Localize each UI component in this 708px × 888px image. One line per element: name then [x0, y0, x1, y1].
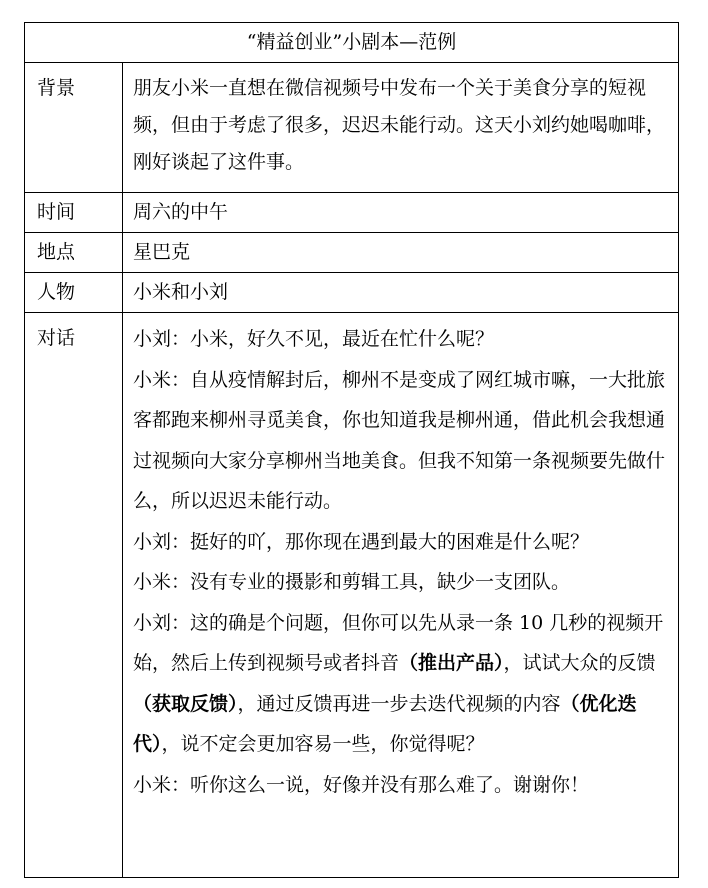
place-label: 地点 [25, 233, 123, 273]
background-label: 背景 [25, 63, 123, 193]
dialogue-line-1: 小刘：小米，好久不见，最近在忙什么呢？ [133, 328, 495, 350]
place-text: 星巴克 [123, 233, 679, 273]
dialogue-content [123, 313, 679, 878]
people-label: 人物 [25, 273, 123, 313]
background-row [25, 63, 679, 193]
title-row [25, 23, 679, 63]
line5-part4: ，说不定会更加容易一些，你觉得呢？ [161, 733, 485, 755]
time-row [25, 193, 679, 233]
dialogue-line-2: 小米：自从疫情解封后，柳州不是变成了网红城市嘛，一大批旅客都跑来柳州寻觅美食，你也知道我是柳州通，借此机会我想通过视频向大家分享柳州当地美食。但我不知第一条视频要先做什么，所以迟迟未能行动。 [133, 368, 666, 512]
line5-part3: ，通过反馈再进一步去迭代视频的内容 [237, 692, 561, 715]
line5-part1: 小刘：这的确是个问题，但你可以先从录一条 10 几秒的视频开始，然后上传到视频号或者抖音 [133, 611, 664, 674]
line5-part2: ，试试大众的反馈 [503, 652, 656, 674]
script-table [24, 22, 679, 878]
get-feedback-emphasis: （获取反馈） [133, 692, 238, 715]
time-label: 时间 [25, 193, 123, 233]
dialogue-line-5 [133, 603, 672, 765]
people-text: 小米和小刘 [123, 273, 679, 313]
dialogue-line-6: 小米：听你这么一说，好像并没有那么难了。谢谢你！ [133, 773, 590, 796]
dialogue-label: 对话 [25, 313, 123, 878]
background-text: 朋友小米一直想在微信视频号中发布一个关于美食分享的短视频，但由于考虑了很多，迟迟未能行动。这天小刘约她喝咖啡，刚好谈起了这件事。 [123, 63, 679, 193]
time-text: 周六的中午 [123, 193, 679, 233]
iterate-emphasis: （优化迭代） [133, 692, 637, 755]
launch-product-emphasis: （推出产品） [399, 652, 504, 674]
place-row [25, 233, 679, 273]
dialogue-line-4: 小米：没有专业的摄影和剪辑工具，缺少一支团队。 [133, 571, 571, 593]
people-row [25, 273, 679, 313]
dialogue-line-3: 小刘：挺好的吖，那你现在遇到最大的困难是什么呢？ [133, 530, 590, 553]
dialogue-row [25, 313, 679, 878]
table-title: “精益创业”小剧本—范例 [25, 23, 679, 63]
